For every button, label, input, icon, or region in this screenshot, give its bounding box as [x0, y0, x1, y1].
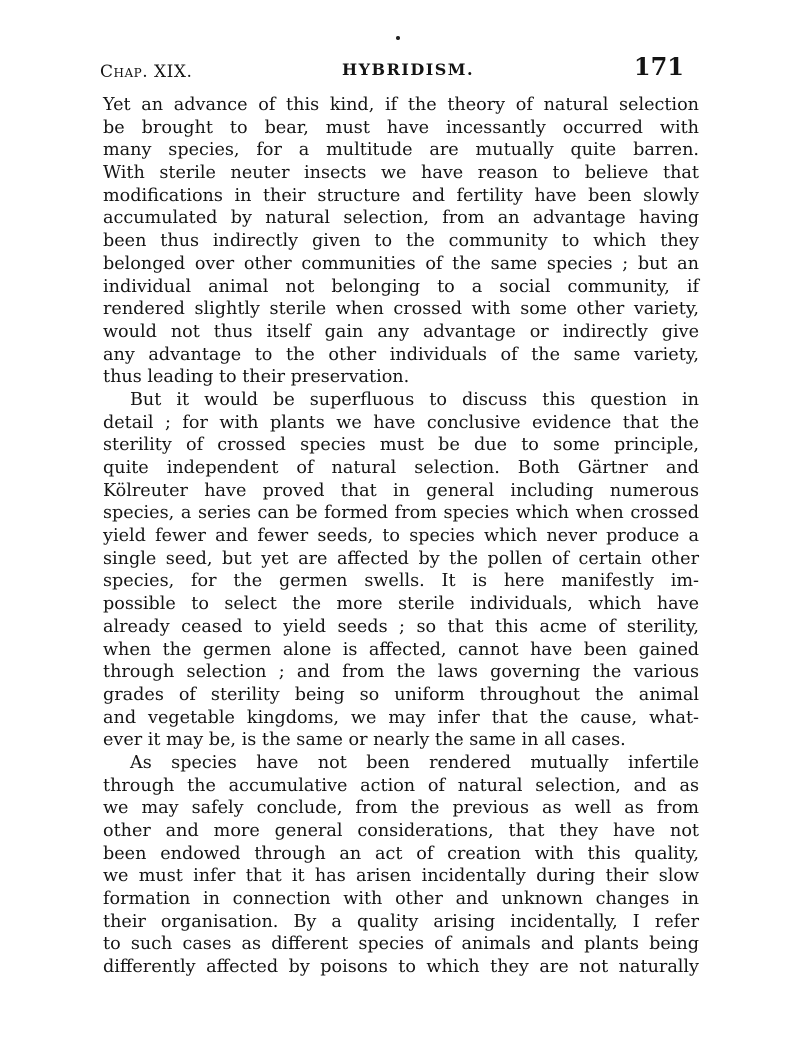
text-line: been endowed through an act of creation with this quality, — [103, 843, 699, 864]
text-line: With sterile neuter insects we have reason to believe that — [103, 163, 699, 184]
text-line: we may safely conclude, from the previous as well as from — [103, 798, 699, 819]
text-line: many species, for a multitude are mutually quite barren. — [103, 140, 699, 161]
text-line: rendered slightly sterile when crossed with some other variety, — [103, 299, 699, 320]
text-line: through selection ; and from the laws governing the various — [103, 662, 699, 683]
text-line: through the accumulative action of natural selection, and as — [103, 775, 699, 796]
text-line: individual animal not belonging to a social community, if — [103, 276, 699, 297]
text-line: ever it may be, is the same or nearly the same in all cases. — [103, 730, 626, 751]
text-line: already ceased to yield seeds ; so that this acme of sterility, — [103, 616, 699, 637]
page-number: 171 — [633, 52, 684, 81]
text-line: detail ; for with plants we have conclusive evidence that the — [103, 412, 699, 433]
text-line: sterility of crossed species must be due to some principle, — [103, 435, 699, 456]
text-line: Kölreuter have proved that in general including numerous — [103, 480, 699, 501]
text-line: grades of sterility being so uniform throughout the animal — [103, 684, 699, 705]
text-line: any advantage to the other individuals of the same variety, — [103, 344, 699, 365]
text-line: and vegetable kingdoms, we may infer that the cause, what- — [103, 707, 699, 728]
text-line: single seed, but yet are affected by the pollen of certain other — [103, 548, 699, 569]
print-speck — [396, 36, 400, 40]
text-line: But it would be superfluous to discuss this question in — [130, 389, 699, 410]
text-line: be brought to bear, must have incessantly occurred with — [103, 117, 699, 138]
chapter-label: Chap. XIX. — [100, 62, 193, 82]
paragraph — [103, 389, 699, 752]
text-line: accumulated by natural selection, from an advantage having — [103, 208, 699, 229]
text-line: their organisation. By a quality arising incidentally, I refer — [103, 911, 699, 932]
paragraph — [103, 94, 699, 389]
body-text — [103, 94, 699, 979]
text-line: been thus indirectly given to the community to which they — [103, 231, 699, 252]
text-line: when the germen alone is affected, cannot have been gained — [103, 639, 699, 660]
text-line: species, for the germen swells. It is here manifestly im- — [103, 571, 699, 592]
text-line: quite independent of natural selection. Both Gärtner and — [103, 458, 699, 478]
paragraph — [103, 752, 699, 979]
text-line: to such cases as different species of animals and plants being — [103, 934, 699, 955]
page-header — [100, 52, 690, 86]
text-line: possible to select the more sterile individuals, which have — [103, 594, 699, 615]
text-line: differently affected by poisons to which they are not naturally — [103, 957, 699, 978]
text-line: formation in connection with other and unknown changes in — [103, 889, 699, 910]
text-line: Yet an advance of this kind, if the theory of natural selection — [103, 95, 699, 115]
text-line: would not thus itself gain any advantage or indirectly give — [103, 321, 699, 342]
text-line: thus leading to their preservation. — [103, 367, 410, 388]
running-title: HYBRIDISM. — [342, 60, 475, 79]
text-line: modifications in their structure and fertility have been slowly — [103, 185, 699, 206]
text-line: yield fewer and fewer seeds, to species which never produce a — [103, 526, 699, 547]
text-line: As species have not been rendered mutually infertile — [130, 752, 699, 773]
text-line: we must infer that it has arisen incidentally during their slow — [103, 866, 699, 887]
text-line: other and more general considerations, that they have not — [103, 821, 699, 841]
text-line: species, a series can be formed from species which when crossed — [103, 503, 699, 524]
text-line: belonged over other communities of the same species ; but an — [103, 253, 699, 274]
